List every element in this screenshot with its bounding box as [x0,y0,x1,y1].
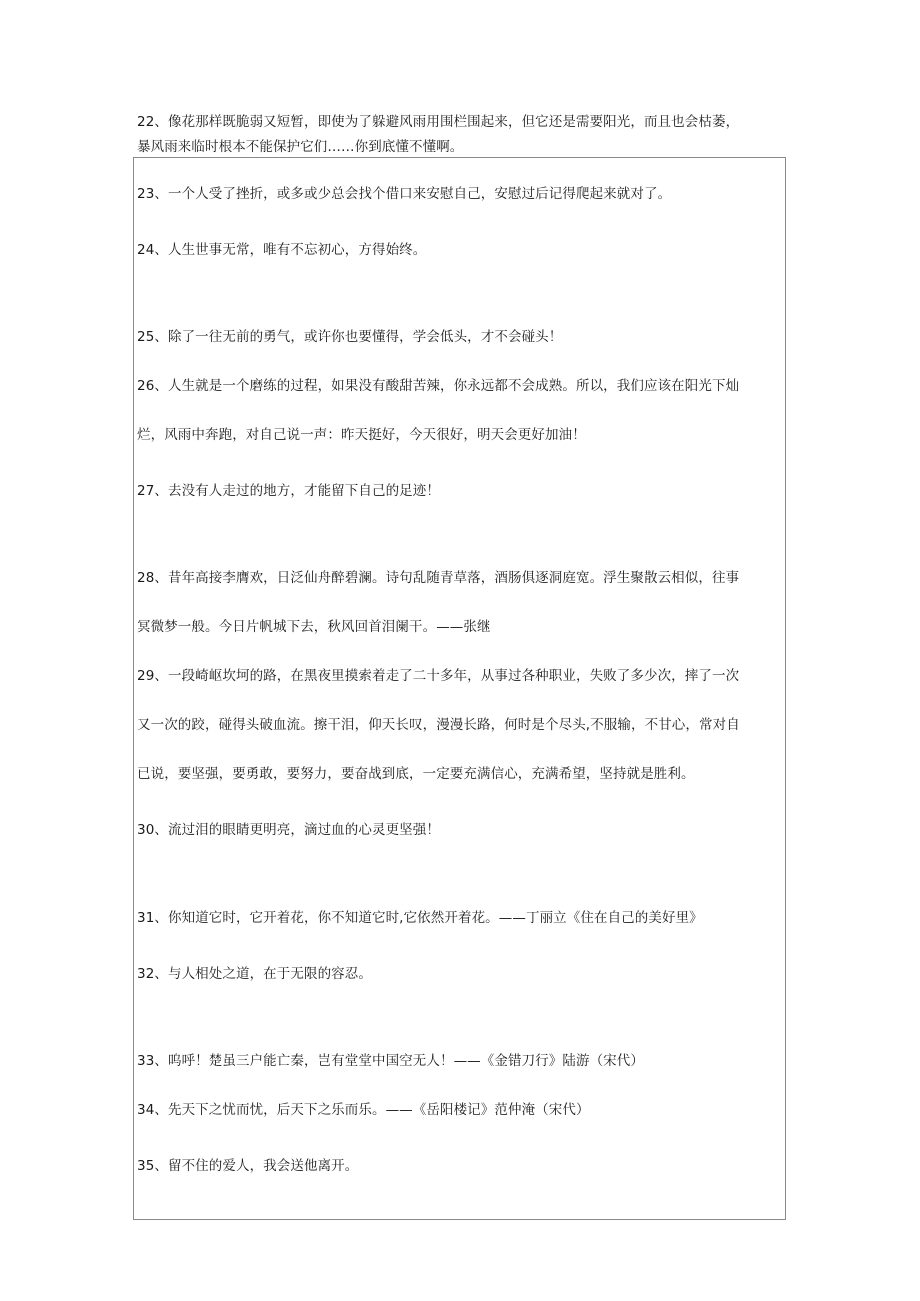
quote-24: 24、人生世事无常，唯有不忘初心，方得始终。 [137,242,427,258]
quote-22-line-1: 22、像花那样既脆弱又短暂，即使为了躲避风雨用围栏围起来，但它还是需要阳光，而且也会枯萎， [137,114,740,130]
quote-30: 30、流过泪的眼睛更明亮，滴过血的心灵更坚强！ [137,822,440,838]
quote-27: 27、去没有人走过的地方，才能留下自己的足迹！ [137,483,440,499]
quote-23: 23、一个人受了挫折，或多或少总会找个借口来安慰自己，安慰过后记得爬起来就对了。 [137,186,672,202]
quote-29-line-2: 又一次的跤，碰得头破血流。擦干泪，仰天长叹，漫漫长路，何时是个尽头,不服输，不甘心，常对自 [137,717,740,733]
quote-35: 35、留不住的爱人，我会送他离开。 [137,1158,359,1174]
quote-26-line-1: 26、人生就是一个磨练的过程，如果没有酸甜苦辣，你永远都不会成熟。所以，我们应该在阳光下灿 [137,378,740,394]
quote-28-line-1: 28、昔年高接李膺欢，日泛仙舟醉碧澜。诗句乱随青草落，酒肠俱逐洞庭宽。浮生聚散云相似，往事 [137,570,740,586]
quote-28-line-2: 冥微梦一般。今日片帆城下去，秋风回首泪阑干。——张继 [137,619,491,635]
quote-34: 34、先天下之忧而忧，后天下之乐而乐。——《岳阳楼记》范仲淹（宋代） [137,1102,590,1118]
quote-29-line-1: 29、一段崎岖坎坷的路，在黑夜里摸索着走了二十多年，从事过各种职业，失败了多少次，摔了一次 [137,668,740,684]
quote-31: 31、你知道它时，它开着花，你不知道它时,它依然开着花。——丁丽立《住在自己的美好里》 [137,910,703,926]
quote-32: 32、与人相处之道，在于无限的容忍。 [137,966,372,982]
quote-25: 25、除了一往无前的勇气，或许你也要懂得，学会低头，才不会碰头！ [137,329,563,345]
quote-22-line-2: 暴风雨来临时根本不能保护它们……你到底懂不懂啊。 [137,139,464,155]
quote-33: 33、呜呼！楚虽三户能亡秦，岂有堂堂中国空无人！——《金错刀行》陆游（宋代） [137,1053,644,1069]
quote-29-line-3: 已说，要坚强，要勇敢，要努力，要奋战到底，一定要充满信心，充满希望，坚持就是胜利。 [137,766,695,782]
quote-26-line-2: 烂，风雨中奔跑，对自己说一声：昨天挺好，今天很好，明天会更好加油！ [137,427,586,443]
